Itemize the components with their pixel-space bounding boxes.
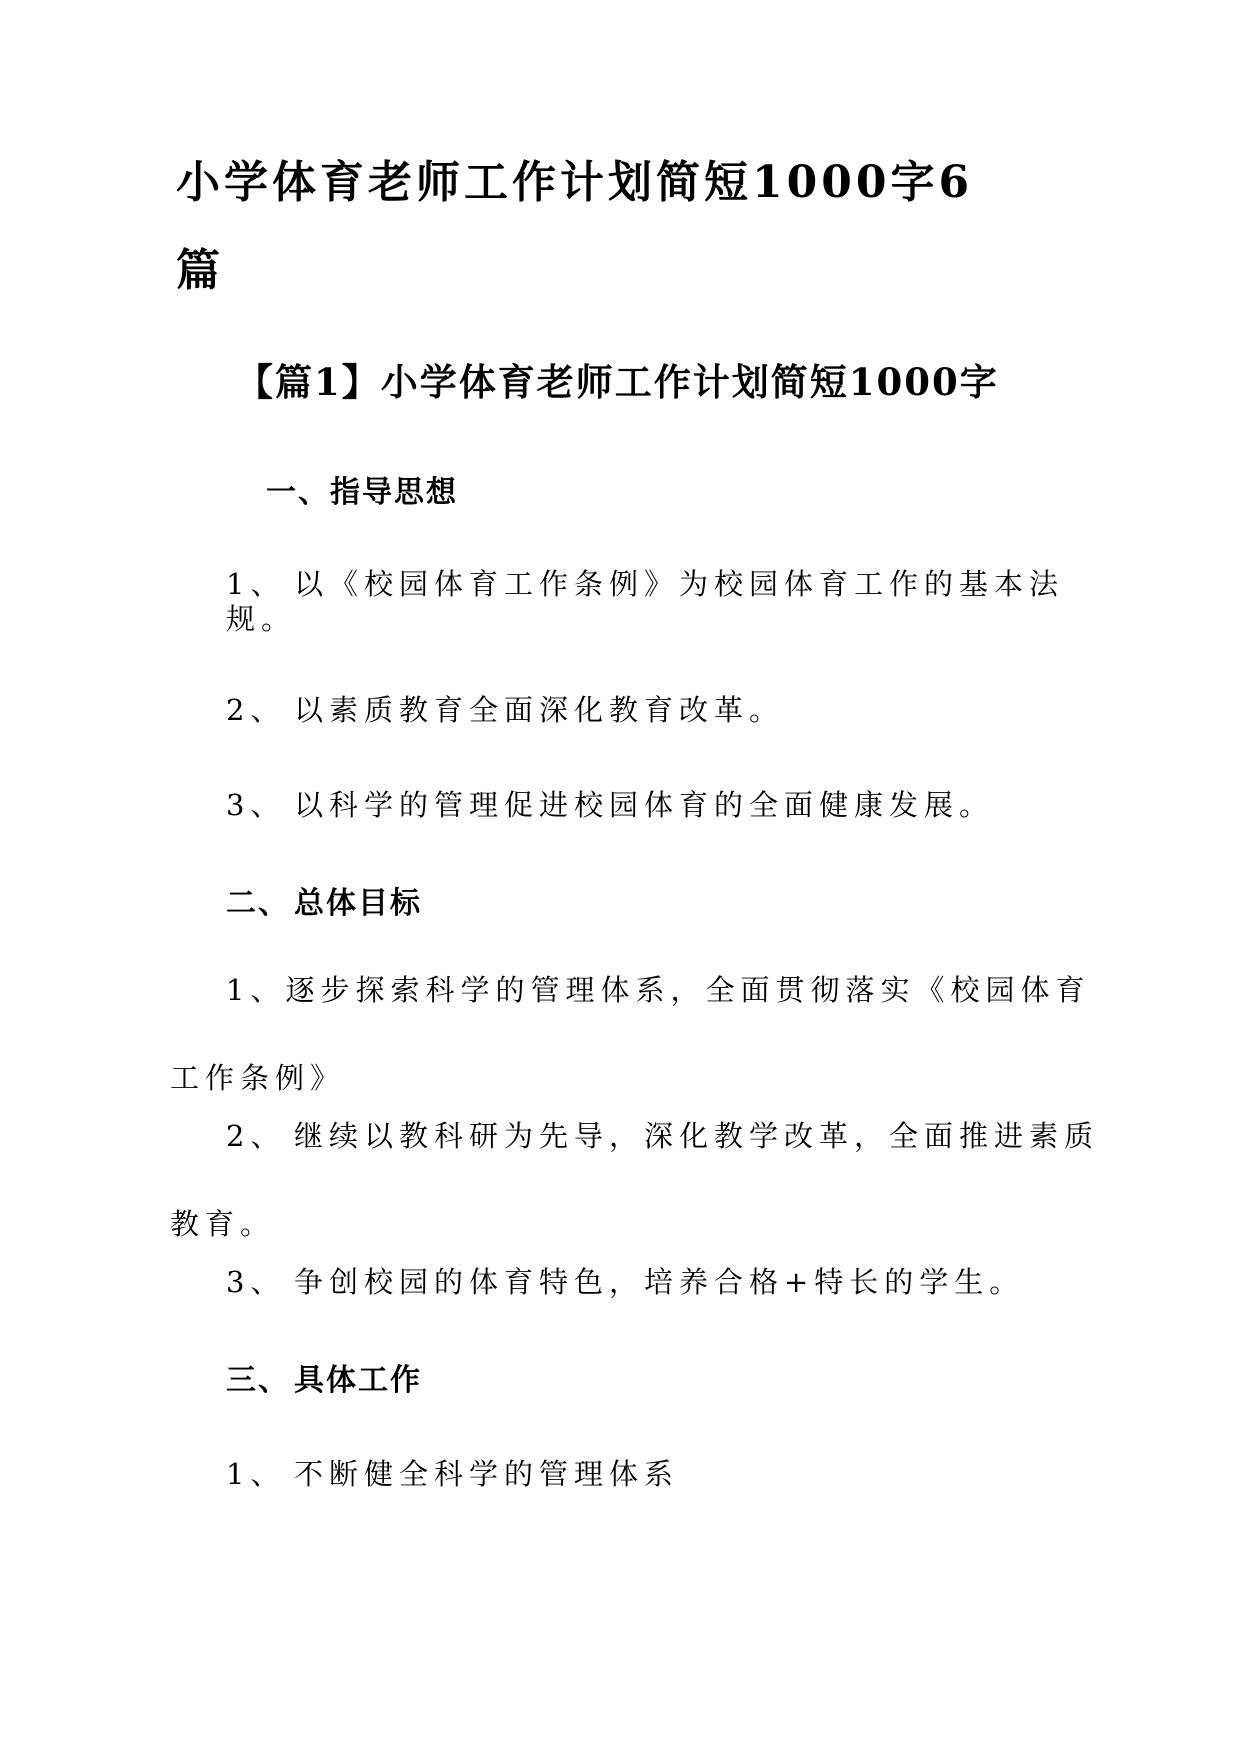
item-number: 1、 (226, 567, 286, 601)
heading-number: 三、 (226, 1363, 290, 1398)
section1-item2 (226, 688, 784, 729)
document-title-line1: 小学体育老师工作计划简短1000字6 (176, 157, 974, 208)
section2-item3 (226, 1260, 1024, 1301)
chapter-subtitle: 【篇1】小学体育老师工作计划简短1000字 (236, 360, 999, 404)
section1-item3 (226, 783, 994, 824)
item-text: 逐步探索科学的管理体系，全面贯彻落实《校园体育 (285, 973, 1091, 1007)
section3-item1 (226, 1452, 679, 1493)
item-number: 2、 (226, 693, 286, 727)
item-number: 2、 (226, 1119, 286, 1153)
heading-number: 二、 (226, 886, 290, 921)
heading-text: 具体工作 (294, 1363, 422, 1398)
item-text: 以科学的管理促进校园体育的全面健康发展。 (294, 788, 995, 822)
item-text: 以素质教育全面深化教育改革。 (294, 693, 785, 727)
section1-heading: 一、指导思想 (266, 475, 458, 510)
item-text: 不断健全科学的管理体系 (294, 1457, 680, 1491)
item-number: 1、 (226, 973, 286, 1007)
item-text: 以《校园体育工作条例》为校园体育工作的基本法 (294, 567, 1065, 601)
section1-item1-continued: 规。 (226, 602, 297, 636)
item-text: 继续以教科研为先导，深化教学改革，全面推进素质 (294, 1119, 1100, 1153)
item-text: 争创校园的体育特色，培养合格+特长的学生。 (294, 1265, 1025, 1299)
section2-item2-continued: 教育。 (170, 1207, 276, 1241)
section2-item2 (226, 1114, 1099, 1155)
section2-item1-continued: 工作条例》 (170, 1061, 346, 1095)
heading-text: 总体目标 (294, 886, 422, 921)
item-number: 3、 (226, 788, 286, 822)
document-title-line2: 篇 (176, 245, 224, 296)
item-number: 3、 (226, 1265, 286, 1299)
section1-item1 (226, 562, 1064, 603)
section2-heading (226, 878, 422, 922)
item-number: 1、 (226, 1457, 286, 1491)
section2-item1 (226, 968, 1090, 1009)
section3-heading (226, 1355, 422, 1399)
